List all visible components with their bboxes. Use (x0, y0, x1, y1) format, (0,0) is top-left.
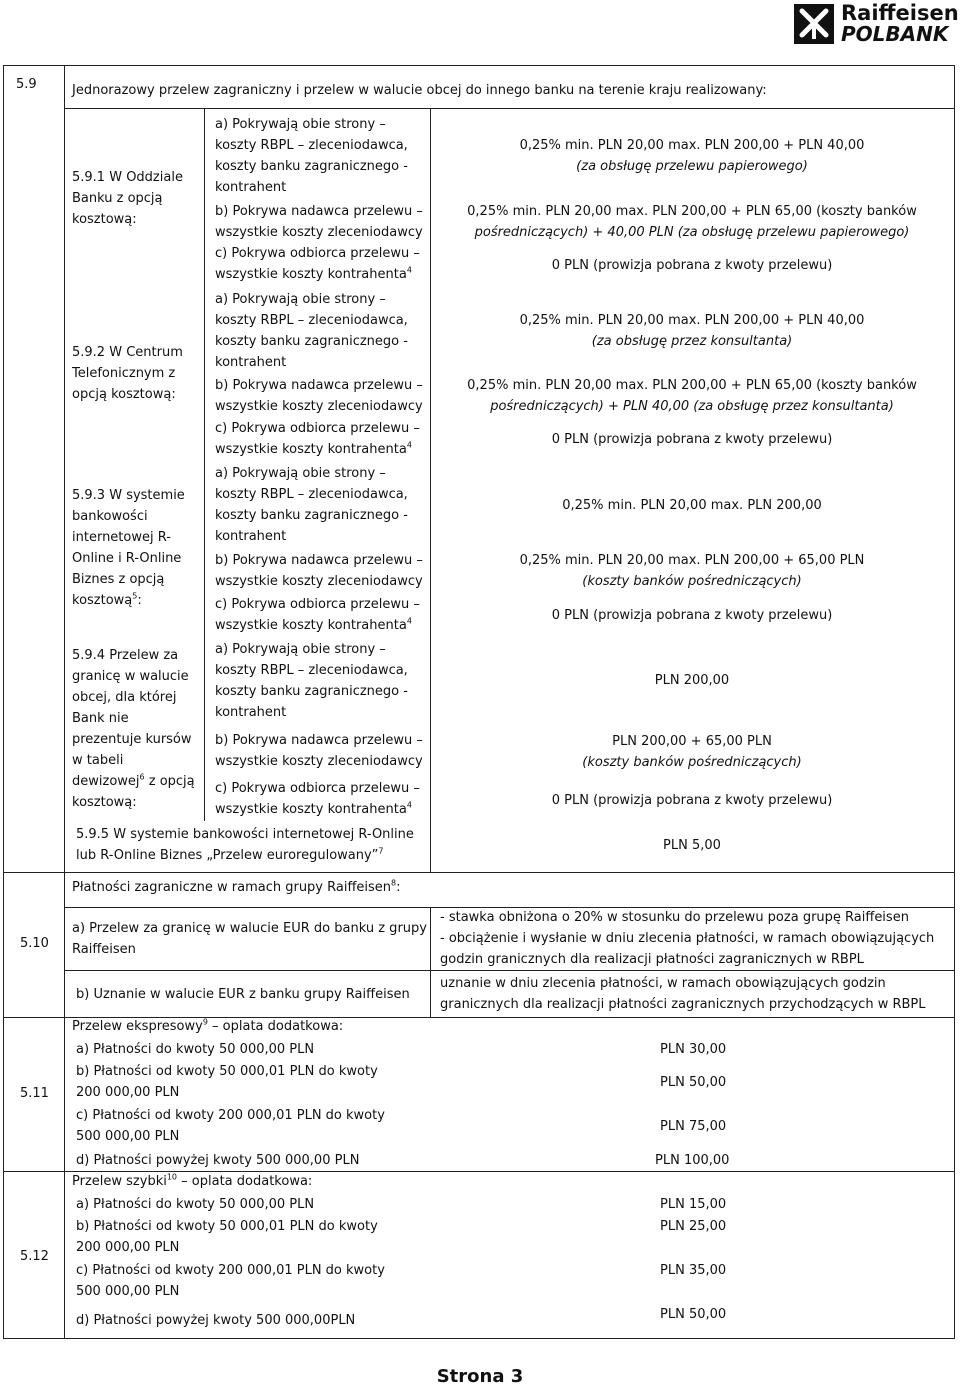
brand-subname: POLBANK (841, 22, 949, 46)
section-title-5-9: Jednorazowy przelew zagraniczny i przelew w walucie obcej do innego banku na terenie kraju realizowany: (72, 83, 767, 98)
fee-g1-a: 0,25% min. PLN 20,00 max. PLN 200,00 + PLN 40,00 (za obsługę przelewu papierowego) (519, 138, 865, 174)
subsection-5-9-5: 5.9.5 W systemie bankowości internetowej R-Online lub R-Online Biznes „Przelew euroregulowany”$^7$ (76, 827, 414, 863)
option-c-group-4: c) Pokrywa odbiorca przelewu – wszystkie koszty kontrahenta$^4$ (215, 781, 420, 817)
fee-g3-a: 0,25% min. PLN 20,00 max. PLN 200,00 (562, 498, 822, 513)
row-5-12-b: b) Płatności od kwoty 50 000,01 PLN do kwoty 200 000,00 PLN (76, 1219, 378, 1255)
option-a-group-2: a) Pokrywają obie strony – koszty RBPL – zleceniodawca, koszty banku zagranicznego - kontrahent (215, 292, 408, 370)
option-b-group-1: b) Pokrywa nadawca przelewu – wszystkie koszty zleceniodawcy (215, 204, 423, 240)
row-5-11-d-fee: PLN 100,00 (655, 1153, 730, 1168)
fee-g4-a: PLN 200,00 (654, 673, 730, 688)
fee-5-9-5: PLN 5,00 (663, 838, 721, 853)
row-5-11-a-fee: PLN 30,00 (660, 1042, 727, 1057)
row-5-12-a: a) Płatności do kwoty 50 000,00 PLN (76, 1197, 315, 1212)
row-5-11-c-fee: PLN 75,00 (660, 1119, 727, 1134)
fee-g4-c: 0 PLN (prowizja pobrana z kwoty przelewu) (551, 793, 833, 808)
option-b-group-3: b) Pokrywa nadawca przelewu – wszystkie koszty zleceniodawcy (215, 553, 423, 589)
row-5-10-b-label: b) Uznanie w walucie EUR z banku grupy Raiffeisen (76, 987, 410, 1002)
fee-g1-c: 0 PLN (prowizja pobrana z kwoty przelewu) (551, 258, 833, 273)
section-number-5-12: 5.12 (20, 1249, 49, 1264)
row-5-12-c-fee: PLN 35,00 (660, 1263, 727, 1278)
raiffeisen-logo (793, 1, 959, 46)
row-5-12-a-fee: PLN 15,00 (660, 1197, 727, 1212)
fee-g4-b: PLN 200,00 + 65,00 PLN (koszty banków pośredniczących) (582, 734, 802, 770)
row-5-12-d: d) Płatności powyżej kwoty 500 000,00PLN (76, 1313, 356, 1328)
row-5-12-b-fee: PLN 25,00 (660, 1219, 727, 1234)
option-c-group-2: c) Pokrywa odbiorca przelewu – wszystkie koszty kontrahenta$^4$ (215, 421, 420, 457)
raiffeisen-gable-cross-icon (793, 3, 835, 45)
option-b-group-2: b) Pokrywa nadawca przelewu – wszystkie koszty zleceniodawcy (215, 378, 423, 414)
row-5-11-c: c) Płatności od kwoty 200 000,01 PLN do kwoty 500 000,00 PLN (76, 1108, 385, 1144)
fee-g2-b: 0,25% min. PLN 20,00 max. PLN 200,00 + PLN 65,00 (koszty banków pośredniczących) + PLN 40,00 (za obsługę przez konsultanta) (467, 378, 917, 414)
row-5-12-c: c) Płatności od kwoty 200 000,01 PLN do kwoty 500 000,00 PLN (76, 1263, 385, 1299)
row-5-12-d-fee: PLN 50,00 (660, 1307, 727, 1322)
option-b-group-4: b) Pokrywa nadawca przelewu – wszystkie koszty zleceniodawcy (215, 733, 423, 769)
row-5-10-b-fee: uznanie w dniu zlecenia płatności, w ramach obowiązujących godzin granicznych dla realizacji płatności zagranicznych przychodzących w RBPL (440, 976, 926, 1012)
row-5-11-b: b) Płatności od kwoty 50 000,01 PLN do kwoty 200 000,00 PLN (76, 1064, 378, 1100)
subsection-5-9-1: 5.9.1 W Oddziale Banku z opcją kosztową: (72, 170, 183, 227)
page-number: Strona 3 (436, 1366, 524, 1387)
row-5-10-a-fee: - stawka obniżona o 20% w stosunku do przelewu poza grupę Raiffeisen - obciążenie i wysłanie w dniu zlecenia płatności, w ramach obowiązujących godzin granicznych dla realizacji płatności zagranicznych w RBPL (440, 910, 935, 967)
section-head-5-11: Przelew ekspresowy$^9$ – oplata dodatkowa: (72, 1017, 344, 1034)
fee-g3-b: 0,25% min. PLN 20,00 max. PLN 200,00 + 65,00 PLN (koszty banków pośredniczących) (519, 553, 865, 589)
section-head-5-12: Przelew szybki$^{10}$ – oplata dodatkowa: (72, 1172, 313, 1189)
option-a-group-4: a) Pokrywają obie strony – koszty RBPL – zleceniodawca, koszty banku zagranicznego - kontrahent (215, 642, 408, 720)
row-5-11-d: d) Płatności powyżej kwoty 500 000,00 PLN (76, 1153, 360, 1168)
brand-name: Raiffeisen (841, 1, 959, 25)
section-number-5-9: 5.9 (16, 77, 37, 92)
subsection-5-9-2: 5.9.2 W Centrum Telefonicznym z opcją kosztową: (72, 345, 183, 402)
row-5-10-a-label: a) Przelew za granicę w walucie EUR do banku z grupy Raiffeisen (72, 921, 427, 957)
fee-g2-a: 0,25% min. PLN 20,00 max. PLN 200,00 + PLN 40,00 (za obsługę przez konsultanta) (519, 313, 865, 349)
section-number-5-10: 5.10 (20, 936, 49, 951)
option-c-group-3: c) Pokrywa odbiorca przelewu – wszystkie koszty kontrahenta$^4$ (215, 597, 420, 633)
section-head-5-10: Płatności zagraniczne w ramach grupy Raiffeisen$^8$: (72, 878, 401, 895)
fee-g3-c: 0 PLN (prowizja pobrana z kwoty przelewu) (551, 608, 833, 623)
option-a-group-1: a) Pokrywają obie strony – koszty RBPL – zleceniodawca, koszty banku zagranicznego - kontrahent (215, 117, 408, 195)
fee-g1-b: 0,25% min. PLN 20,00 max. PLN 200,00 + PLN 65,00 (koszty banków pośredniczących) + 40,00 PLN (za obsługę przelewu papierowego) (467, 204, 917, 240)
row-5-11-b-fee: PLN 50,00 (660, 1075, 727, 1090)
subsection-5-9-3: 5.9.3 W systemie bankowości internetowej R- Online i R-Online Biznes z opcją kosztową$^5$: (72, 488, 185, 608)
row-5-11-a: a) Płatności do kwoty 50 000,00 PLN (76, 1042, 315, 1057)
subsection-5-9-4: 5.9.4 Przelew za granicę w walucie obcej, dla której Bank nie prezentuje kursów w tabeli dewizowej$^6$ z opcją kosztową: (72, 648, 195, 810)
fee-g2-c: 0 PLN (prowizja pobrana z kwoty przelewu) (551, 432, 833, 447)
option-c-group-1: c) Pokrywa odbiorca przelewu – wszystkie koszty kontrahenta$^4$ (215, 246, 420, 282)
option-a-group-3: a) Pokrywają obie strony – koszty RBPL – zleceniodawca, koszty banku zagranicznego - kontrahent (215, 466, 408, 544)
section-number-5-11: 5.11 (20, 1086, 49, 1101)
